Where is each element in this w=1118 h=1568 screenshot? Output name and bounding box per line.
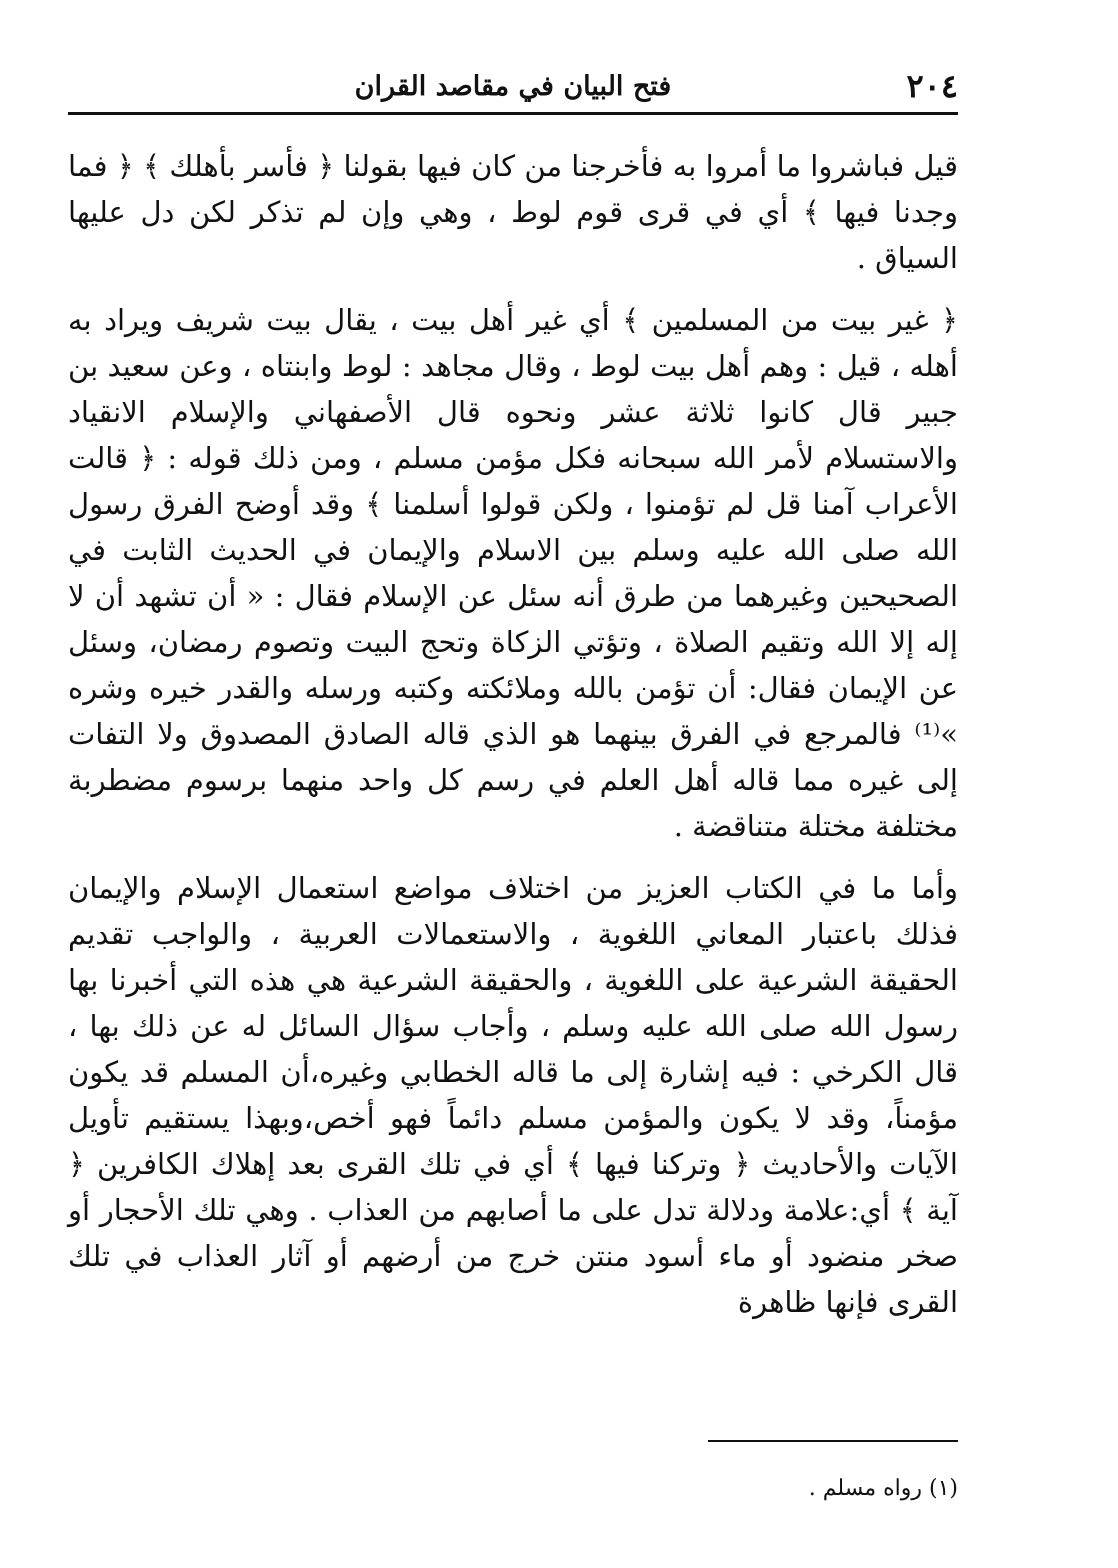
running-title: فتح البيان في مقاصد القران: [354, 71, 672, 102]
paragraph-1: قيل فباشروا ما أمروا به فأخرجنا من كان فيها بقولنا ﴿ فأسر بأهلك ﴾ ﴿ فما وجدنا فيها ﴾ أي في قرى قوم لوط ، وهي وإن لم تذكر لكن دل عليها السياق .: [68, 149, 958, 275]
footnote-divider: [708, 1440, 958, 1442]
paragraph-3: وأما ما في الكتاب العزيز من اختلاف مواضع استعمال الإسلام والإيمان فذلك باعتبار المعاني اللغوية ، والاستعمالات العربية ، والواجب تقديم الحقيقة الشرعية على اللغوية ، والحقيقة الشرعية هي هذه التي أخبرنا بها رسول الله صلى الله عليه وسلم ، وأجاب سؤال السائل له عن ذلك بها ، قال الكرخي : فيه إشارة إلى ما قاله الخطابي وغيره،أن المسلم قد يكون مؤمناً، وقد لا يكون والمؤمن مسلم دائماً فهو أخص،وبهذا يستقيم تأويل الآيات والأحاديث ﴿ وتركنا فيها ﴾ أي في تلك القرى بعد إهلاك الكافرين ﴿ آية ﴾ أي:علامة ودلالة تدل على ما أصابهم من العذاب . وهي تلك الأحجار أو صخر منضود أو ماء أسود منتن خرج من أرضهم أو آثار العذاب في تلك القرى فإنها ظاهرة: [68, 871, 958, 1319]
body-text: [68, 143, 958, 1325]
document-page: [68, 62, 958, 1522]
page-header: [68, 62, 958, 115]
page-number: ٢٠٤: [906, 67, 958, 105]
footnote: (١) رواه مسلم .: [808, 1476, 958, 1501]
paragraph-2: ﴿ غير بيت من المسلمين ﴾ أي غير أهل بيت ، يقال بيت شريف ويراد به أهله ، قيل : وهم أهل بيت لوط ، وقال مجاهد : لوط وابنتاه ، وعن سعيد بن جبير قال كانوا ثلاثة عشر ونحوه قال الأصفهاني والإسلام الانقياد والاستسلام لأمر الله سبحانه فكل مؤمن مسلم ، ومن ذلك قوله : ﴿ قالت الأعراب آمنا قل لم تؤمنوا ، ولكن قولوا أسلمنا ﴾ وقد أوضح الفرق رسول الله صلى الله عليه وسلم بين الاسلام والإيمان في الحديث الثابت في الصحيحين وغيرهما من طرق أنه سئل عن الإسلام فقال : « أن تشهد أن لا إله إلا الله وتقيم الصلاة ، وتؤتي الزكاة وتحج البيت وتصوم رمضان، وسئل عن الإيمان فقال: أن تؤمن بالله وملائكته وكتبه ورسله والقدر خيره وشره »⁽¹⁾ فالمرجع في الفرق بينهما هو الذي قاله الصادق المصدوق ولا التفات إلى غيره مما قاله أهل العلم في رسم كل واحد منهما برسوم مضطربة مختلفة مختلة متناقضة .: [68, 303, 958, 843]
